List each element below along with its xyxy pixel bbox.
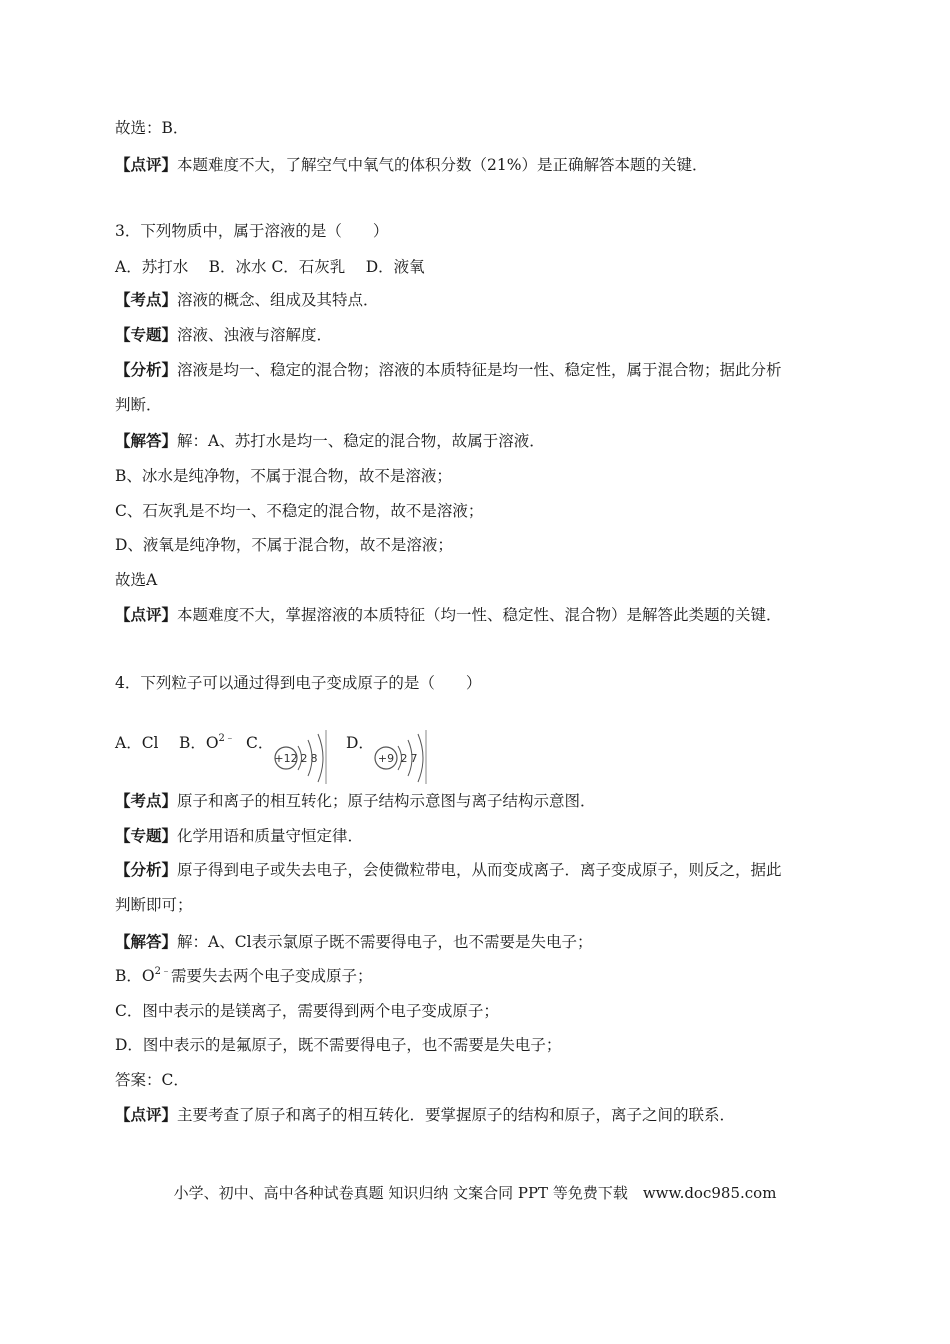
question-4-fenxi: 【分析】原子得到电子或失去电子，会使微粒带电，从而变成离子．离子变成原子，则反之，据此 [115,860,782,879]
question-4-jieda-b: B．$O^{2﹣}$需要失去两个电子变成原子； [115,966,373,985]
question-3-title: 3．下列物质中，属于溶液的是（ ） [115,222,389,240]
option-c-label: C． [246,734,274,752]
question-3-fenxi-cont: 判断． [115,396,162,414]
comment-line: 【点评】本题难度不大，了解空气中氧气的体积分数（21%）是正确解答本题的关键． [115,155,708,174]
question-3-answer: 故选A [115,571,158,589]
option-d-label: D． [346,734,374,752]
atom-diagram-c [268,728,330,784]
question-4-jieda-c: C．图中表示的是镁离子，需要得到两个电子变成原子； [115,1002,499,1020]
question-4-zhuanti: 【专题】化学用语和质量守恒定律． [115,826,364,845]
question-3-jieda-c: C、石灰乳是不均一、不稳定的混合物，故不是溶液； [115,502,484,520]
question-4-options: A．Cl B．$O^{2﹣}$ [115,733,235,752]
shell-electrons: 2 [300,752,308,765]
question-3-fenxi: 【分析】溶液是均一、稳定的混合物；溶液的本质特征是均一性、稳定性，属于混合物；据此分析 [115,360,782,379]
atom-diagram-d [368,728,430,784]
question-3-jieda-d: D、液氧是纯净物，不属于混合物，故不是溶液； [115,536,453,554]
question-4-kaodian: 【考点】原子和离子的相互转化；原子结构示意图与离子结构示意图． [115,791,596,810]
question-3-kaodian: 【考点】溶液的概念、组成及其特点． [115,290,379,309]
question-4-title: 4．下列粒子可以通过得到电子变成原子的是（ ） [115,674,482,692]
nucleus-charge: +9 [377,752,395,765]
question-4-jieda: 【解答】解：A、Cl表示氯原子既不需要得电子，也不需要是失电子； [115,932,593,951]
question-3-jieda: 【解答】解：A、苏打水是均一、稳定的混合物，故属于溶液． [115,431,545,450]
shell-electrons: 2 [400,752,408,765]
nucleus-charge: +12 [274,752,298,765]
answer-line: 故选：B． [115,119,189,137]
question-3-dianping: 【点评】本题难度不大，掌握溶液的本质特征（均一性、稳定性、混合物）是解答此类题的关键． [115,605,782,624]
question-4-answer: 答案：C． [115,1071,189,1089]
question-3-jieda-b: B、冰水是纯净物，不属于混合物，故不是溶液； [115,467,452,485]
question-4-fenxi-cont: 判断即可； [115,896,193,914]
shell-arc [418,734,423,782]
shell-electrons: 8 [310,752,318,765]
page-footer: 小学、初中、高中各种试卷真题 知识归纳 文案合同 PPT 等免费下载 www.doc985.com [173,1184,777,1202]
question-4-dianping: 【点评】主要考查了原子和离子的相互转化．要掌握原子的结构和原子，离子之间的联系． [115,1105,736,1124]
shell-electrons: 7 [410,752,418,765]
question-4-jieda-d: D．图中表示的是氟原子，既不需要得电子，也不需要是失电子； [115,1036,562,1054]
question-3-options: A．苏打水 B．冰水 C．石灰乳 D．液氧 [115,258,425,276]
question-3-zhuanti: 【专题】溶液、浊液与溶解度． [115,325,333,344]
shell-arc [318,734,323,782]
